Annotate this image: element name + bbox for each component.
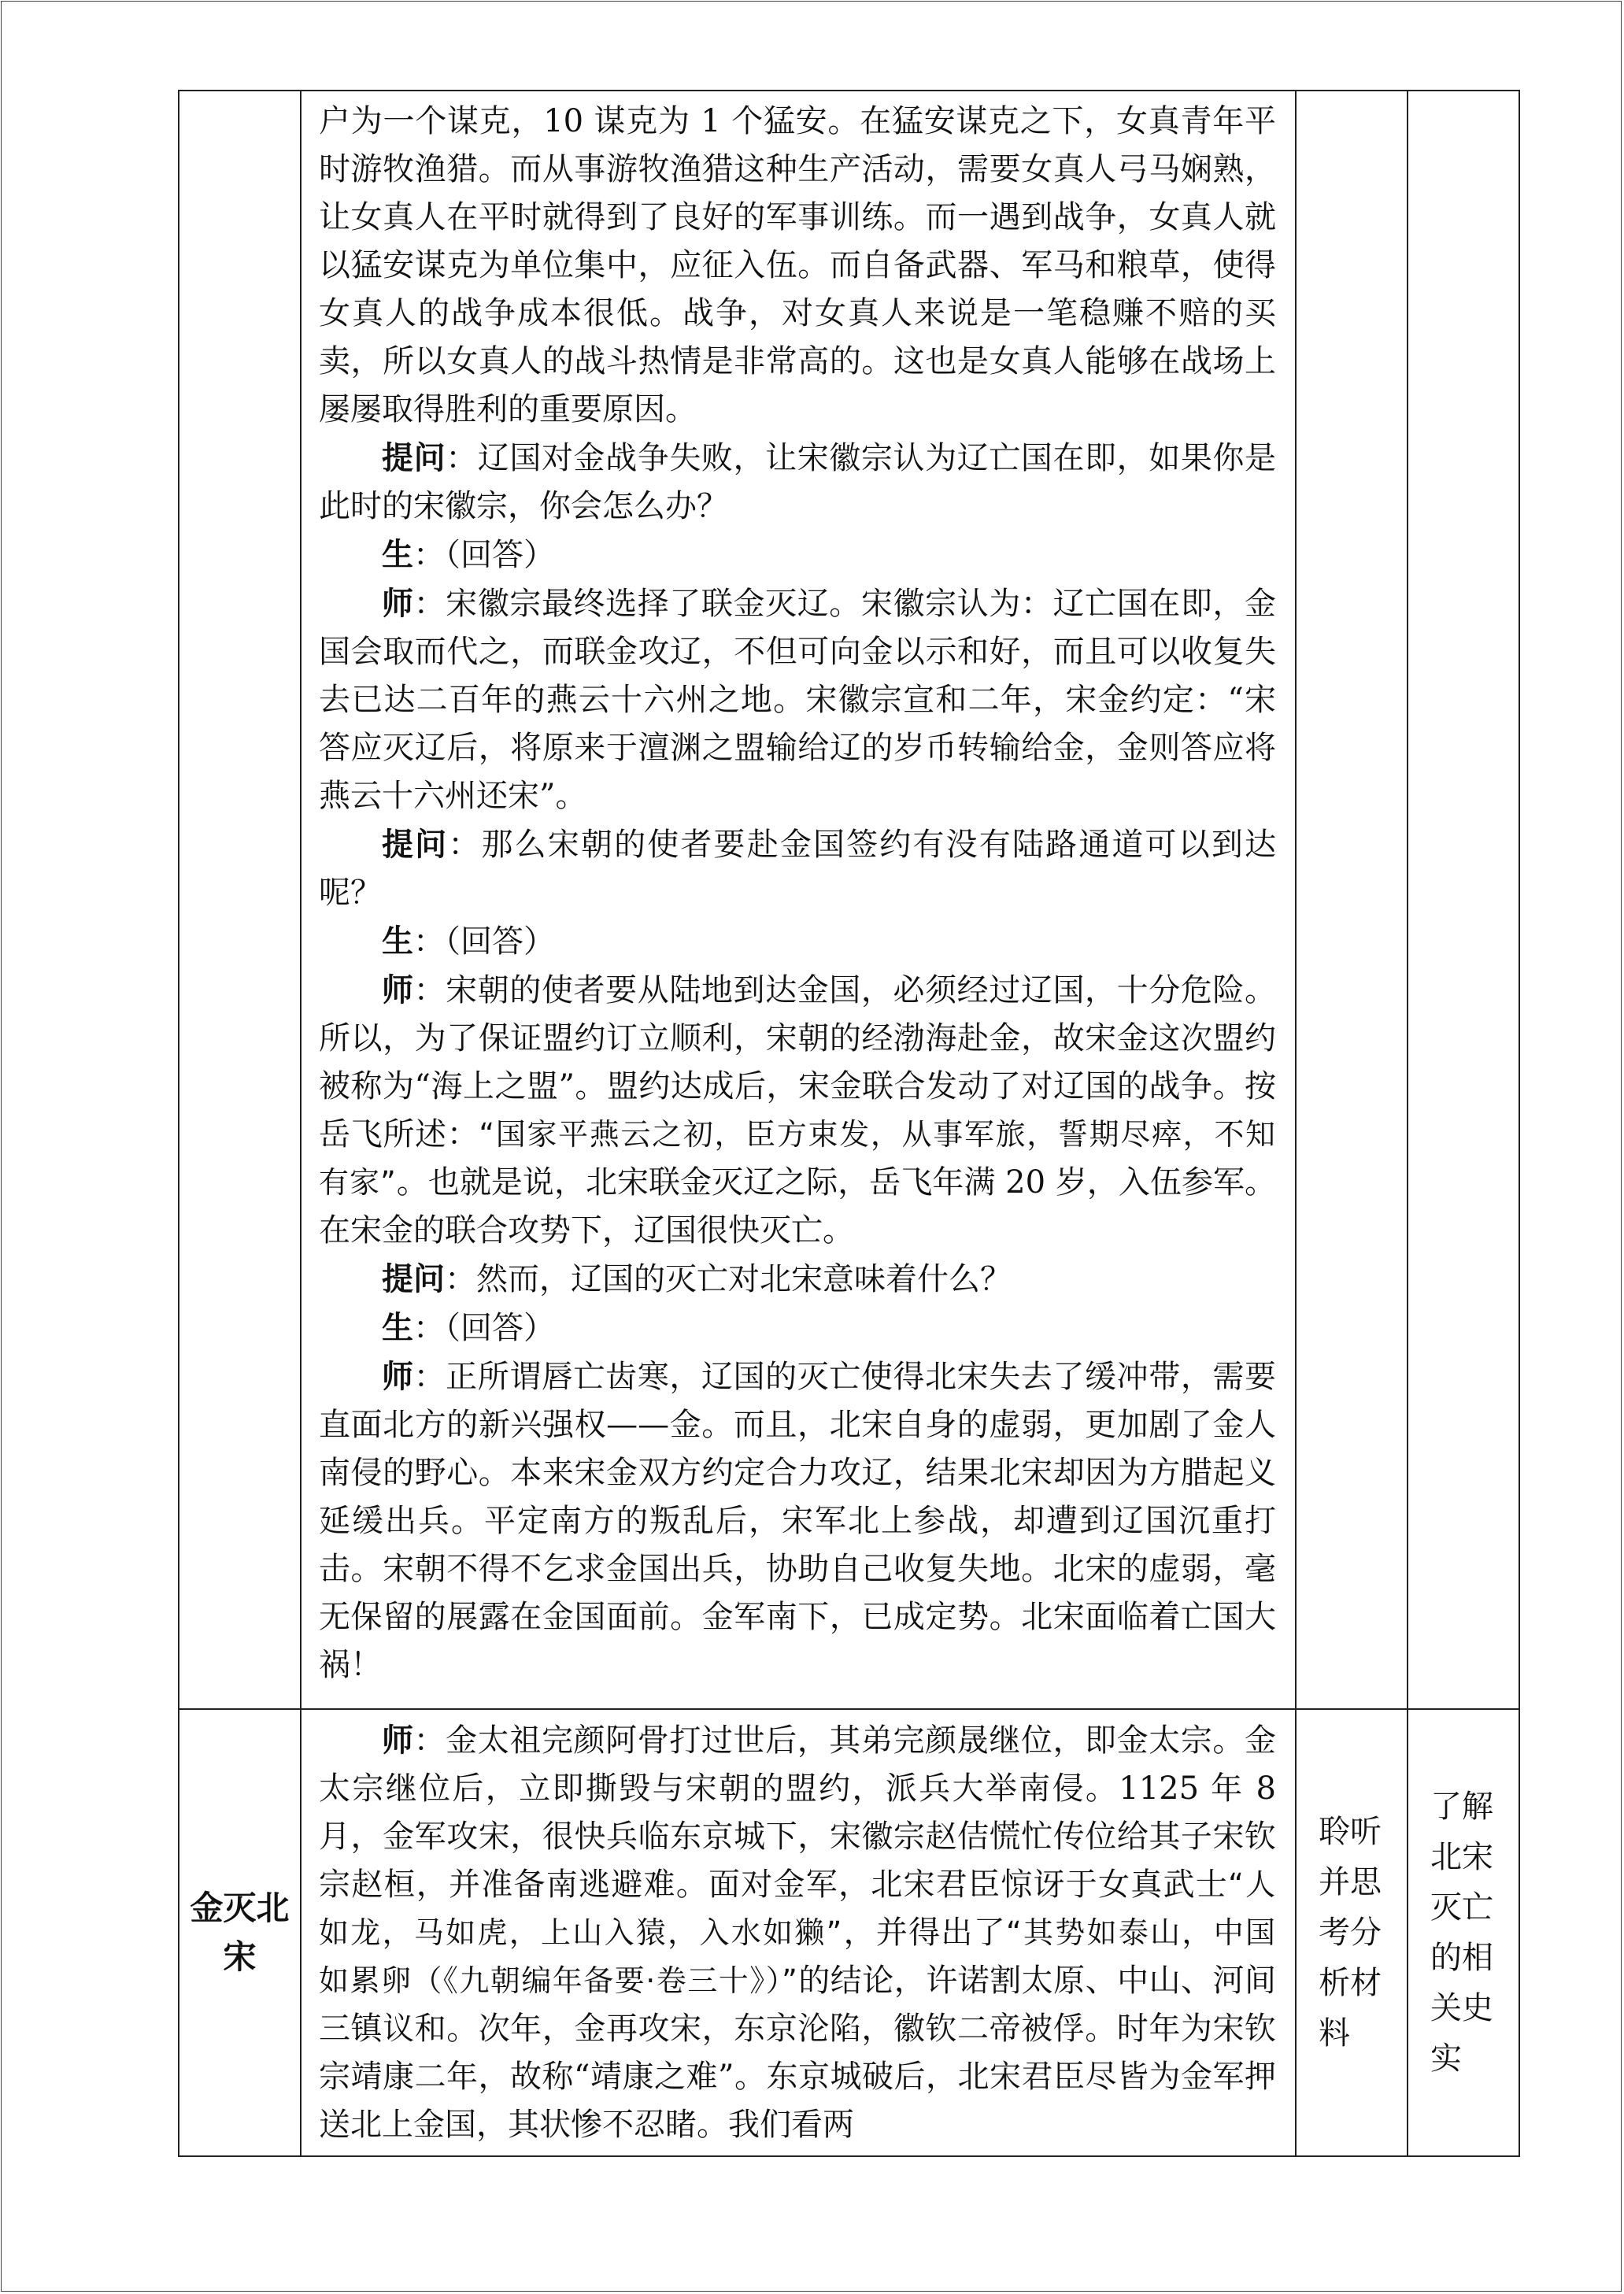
paragraph-text: ：（回答） (413, 923, 555, 960)
quote-text: “其势如泰山，中国如累卵（《九朝编年备要·卷三十》）” (319, 1915, 1276, 1998)
paragraph (319, 820, 1276, 917)
paragraph-text: ：宋徽宗最终选择了联金灭辽。宋徽宗认为：辽亡国在即，金国会取而代之，而联金攻辽，不但可向金以示和好，而且可以收复失去已达二百年的燕云十六州之地。宋徽宗宣和二年，宋金约定：“宋答应灭辽后，将原来于澶渊之盟输给辽的岁币转输给金，金则答应将燕云十六州还宋”。 (319, 586, 1277, 814)
paragraph-label: 生 (382, 536, 413, 573)
paragraph-label: 师 (382, 585, 414, 622)
teaching-content-cell (301, 91, 1296, 1709)
paragraph-label: 提问 (382, 1260, 445, 1297)
paragraph-text: 。也就是说，北宋联金灭辽之际，岳飞年满 20 岁，入伍参军。在宋金的联合攻势下，辽国很快灭亡。 (319, 1164, 1277, 1249)
design-intent-cell-empty (1408, 91, 1519, 1709)
paragraph-label: 提问 (382, 439, 446, 476)
yue-fei-quote: “国家平燕云之初，臣方束发，从事军旅，誓期尽瘁，不知有家” (319, 1117, 1276, 1200)
paragraph-text: ：那么宋朝的使者要赴金国签约有没有陆路通道可以到达呢？ (319, 827, 1277, 911)
paragraph-label: 提问 (382, 826, 449, 863)
paragraph (319, 434, 1276, 531)
paragraph-text: 的结论，许诺割太原、中山、河间三镇议和。次年，金再攻宋，东京沦陷，徽钦二帝被俘。时年为宋钦宗靖康二年，故称“靖康之难”。东京城破后，北宋君臣尽皆为金军押送北上金国，其状惨不忍睹。我们看两 (319, 1963, 1276, 2143)
stage-title: 金灭北宋 (179, 1709, 301, 2156)
paragraph: 户为一个谋克，10 谋克为 1 个猛安。在猛安谋克之下，女真青年平时游牧渔猎。而从事游牧渔猎这种生产活动，需要女真人弓马娴熟，让女真人在平时就得到了良好的军事训练。而一遇到战争，女真人就以猛安谋克为单位集中，应征入伍。而自备武器、军马和粮草，使得女真人的战争成本很低。战争，对女真人来说是一笔稳赚不赔的买卖，所以女真人的战斗热情是非常高的。这也是女真人能够在战场上屡屡取得胜利的重要原因。 (319, 103, 1276, 427)
paragraph (319, 1255, 1276, 1304)
paragraph-text: ：（回答） (413, 1310, 555, 1346)
paragraph (319, 531, 1276, 579)
paragraph (319, 1352, 1276, 1689)
paragraph-text: ：金太祖完颜阿骨打过世后，其弟完颜晟继位，即金太宗。金太宗继位后，立即撕毁与宋朝的盟约，派兵大举南侵。1125 年 8 月，金军攻宋，很快兵临东京城下，宋徽宗赵佶慌忙传位给其子宋钦宗赵桓，并准备南逃避难。面对金军，北宋君臣惊讶于女真武士 (319, 1722, 1277, 1903)
stage-cell-empty (179, 91, 301, 1709)
design-intent-text: 了解北宋灭亡的相关史实 (1430, 1789, 1493, 2077)
student-activity-text: 聆听并思考分析材料 (1319, 1814, 1382, 2052)
paragraph (319, 1304, 1276, 1352)
paragraph-label: 生 (382, 923, 413, 960)
paragraph (319, 1716, 1276, 2149)
paragraph (319, 917, 1276, 966)
student-activity-cell (1296, 1709, 1408, 2156)
paragraph-label: 师 (382, 1722, 414, 1759)
paragraph (319, 966, 1276, 1255)
lesson-plan-table (178, 90, 1520, 2157)
paragraph-text: ，并得出了 (842, 1915, 1007, 1951)
teaching-content-cell (301, 1709, 1296, 2156)
paragraph-label: 生 (382, 1309, 413, 1346)
table-row (179, 1709, 1519, 2156)
paragraph-text: ：（回答） (413, 537, 555, 573)
paragraph-text: ：辽国对金战争失败，让宋徽宗认为辽亡国在即，如果你是此时的宋徽宗，你会怎么办？ (319, 440, 1277, 524)
paragraph-text: ：然而，辽国的灭亡对北宋意味着什么？ (445, 1261, 1012, 1297)
paragraph-label: 师 (382, 971, 414, 1008)
design-intent-cell (1408, 1709, 1519, 2156)
paragraph-text: ：正所谓唇亡齿寒，辽国的灭亡使得北宋失去了缓冲带，需要直面北方的新兴强权——金。而且，北宋自身的虚弱，更加剧了金人南侵的野心。本来宋金双方约定合力攻辽，结果北宋却因为方腊起义延缓出兵。平定南方的叛乱后，宋军北上参战，却遭到辽国沉重打击。宋朝不得不乞求金国出兵，协助自己收复失地。北宋的虚弱，毫无保留的展露在金国面前。金军南下，已成定势。北宋面临着亡国大祸！ (319, 1359, 1277, 1683)
student-activity-cell-empty (1296, 91, 1408, 1709)
paragraph (319, 579, 1276, 820)
table-row (179, 91, 1519, 1709)
paragraph-label: 师 (382, 1358, 414, 1395)
paragraph-text: ：宋朝的使者要从陆地到达金国，必须经过辽国，十分危险。所以，为了保证盟约订立顺利，宋朝的经渤海赴金，故宋金这次盟约被称为“海上之盟”。盟约达成后，宋金联合发动了对辽国的战争。按岳飞所述： (319, 972, 1277, 1153)
quote-text: “人如龙，马如虎，上山入猿，入水如獭” (319, 1867, 1277, 1950)
